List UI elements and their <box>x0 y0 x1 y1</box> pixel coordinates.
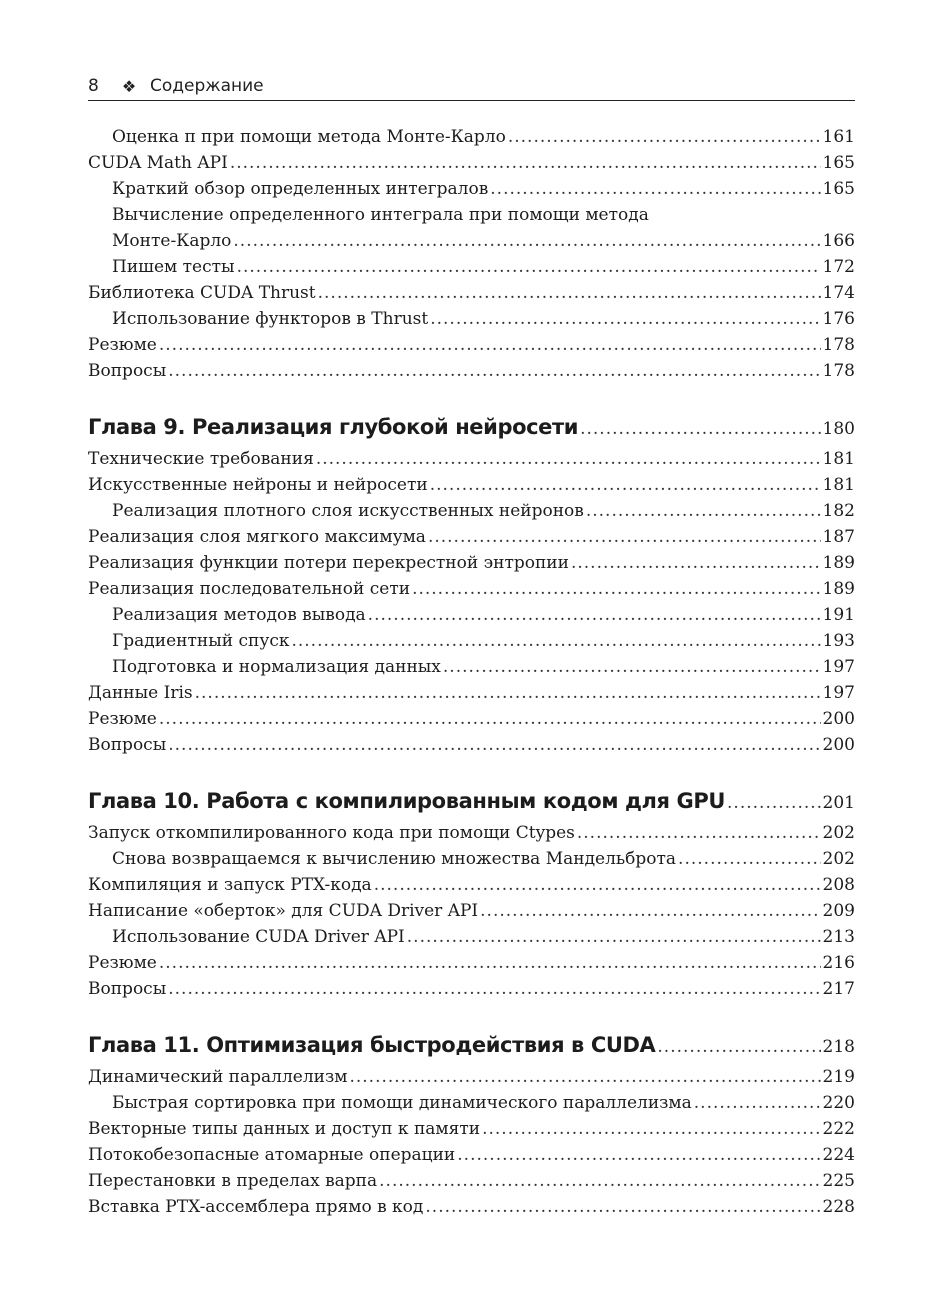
toc-entry <box>88 498 855 524</box>
toc-entry-title: Градиентный спуск <box>112 631 290 651</box>
toc-entry-title: Реализация методов вывода <box>112 605 366 625</box>
dot-leader <box>349 1064 820 1090</box>
toc-chapter <box>88 786 855 816</box>
toc-page-number: 222 <box>822 1119 855 1139</box>
toc-page-number: 202 <box>822 849 855 869</box>
toc-page-number: 182 <box>822 501 855 521</box>
dot-leader <box>577 820 821 846</box>
toc-entry-title: Резюме <box>88 953 157 973</box>
toc-entry <box>88 472 855 498</box>
toc-page-number: 191 <box>822 605 855 625</box>
toc-entry <box>88 524 855 550</box>
dot-leader <box>407 924 821 950</box>
dot-leader <box>430 306 820 332</box>
toc-page-number: 217 <box>822 979 855 999</box>
toc-entry-title: Технические требования <box>88 449 314 469</box>
dot-leader <box>316 446 821 472</box>
toc-page-number: 216 <box>822 953 855 973</box>
toc-entry <box>88 124 855 150</box>
ornament-icon: ❖ <box>121 76 137 96</box>
toc-entry-title: Подготовка и нормализация данных <box>112 657 441 677</box>
dot-leader <box>291 628 820 654</box>
toc-entry <box>88 1194 855 1220</box>
toc-entry-title: Краткий обзор определенных интегралов <box>112 179 489 199</box>
toc-entry <box>88 976 855 1002</box>
toc-page-number: 187 <box>822 527 855 547</box>
dot-leader <box>678 846 821 872</box>
dot-leader <box>379 1168 820 1194</box>
toc-page-number: 218 <box>822 1037 855 1057</box>
dot-leader <box>694 1090 821 1116</box>
toc-chapter-title: Глава 10. Работа с компилированным кодом для GPU <box>88 789 726 813</box>
toc-entry-title: Реализация плотного слоя искусственных нейронов <box>112 501 584 521</box>
toc-entry <box>88 332 855 358</box>
toc-entry-title: Потокобезопасные атомарные операции <box>88 1145 456 1165</box>
toc-entry <box>88 576 855 602</box>
toc-entry <box>88 706 855 732</box>
toc-chapter <box>88 1030 855 1060</box>
toc-entry-title: Данные Iris <box>88 683 193 703</box>
toc-entry <box>88 898 855 924</box>
toc-entry-title: Вопросы <box>88 979 167 999</box>
toc-page-number: 178 <box>822 335 855 355</box>
toc-entry-title: Библиотека CUDA Thrust <box>88 283 316 303</box>
dot-leader <box>168 358 820 384</box>
toc-page-number: 176 <box>822 309 855 329</box>
toc-entry-title: Использование CUDA Driver API <box>112 927 405 947</box>
toc-entry <box>88 820 855 846</box>
toc-page-number: 201 <box>822 793 855 813</box>
toc-entry <box>88 254 855 280</box>
toc-entry <box>88 872 855 898</box>
dot-leader <box>159 706 821 732</box>
toc-entry <box>88 280 855 306</box>
toc-page-number: 181 <box>822 449 855 469</box>
dot-leader <box>586 498 821 524</box>
dot-leader <box>159 950 821 976</box>
toc-entry-title: Вставка PTX-ассемблера прямо в код <box>88 1197 424 1217</box>
toc-entry-title: Быстрая сортировка при помощи динамического параллелизма <box>112 1093 692 1113</box>
toc-chapter <box>88 412 855 442</box>
toc-entry-title: Реализация функции потери перекрестной энтропии <box>88 553 569 573</box>
toc-entry-title: Вопросы <box>88 361 167 381</box>
toc-entry-title: Перестановки в пределах варпа <box>88 1171 378 1191</box>
toc-page-number: 165 <box>822 179 855 199</box>
toc-entry <box>88 1142 855 1168</box>
toc-page-number: 208 <box>822 875 855 895</box>
toc-entry <box>88 680 855 706</box>
dot-leader <box>490 176 820 202</box>
dot-leader <box>195 680 821 706</box>
header-title: Содержание <box>150 76 264 96</box>
toc-entry <box>88 732 855 758</box>
toc-entry <box>88 446 855 472</box>
toc-page-number: 174 <box>822 283 855 303</box>
toc-page-number: 200 <box>822 735 855 755</box>
table-of-contents <box>88 124 855 1220</box>
toc-entry-title: Векторные типы данных и доступ к памяти <box>88 1119 481 1139</box>
toc-entry-title: Пишем тесты <box>112 257 235 277</box>
toc-entry-title: Динамический параллелизм <box>88 1067 348 1087</box>
dot-leader <box>482 1116 820 1142</box>
dot-leader <box>230 150 821 176</box>
toc-entry <box>88 602 855 628</box>
toc-page-number: 220 <box>822 1093 855 1113</box>
toc-page-number: 172 <box>822 257 855 277</box>
toc-entry-title: Искусственные нейроны и нейросети <box>88 475 428 495</box>
dot-leader <box>168 732 820 758</box>
dot-leader <box>412 576 820 602</box>
toc-entry <box>88 550 855 576</box>
toc-entry-title: Реализация последовательной сети <box>88 579 411 599</box>
toc-chapter-title: Глава 11. Оптимизация быстродействия в CUDA <box>88 1033 656 1057</box>
toc-entry <box>88 358 855 384</box>
toc-entry <box>88 150 855 176</box>
toc-page-number: 200 <box>822 709 855 729</box>
toc-entry-title: Вопросы <box>88 735 167 755</box>
toc-entry <box>88 228 855 254</box>
running-header <box>88 72 855 101</box>
toc-page-number: 228 <box>822 1197 855 1217</box>
dot-leader <box>657 1032 820 1062</box>
page-number: 8 <box>88 76 99 96</box>
dot-leader <box>457 1142 820 1168</box>
toc-entry-title: Оценка π при помощи метода Монте-Карло <box>112 127 506 147</box>
toc-page-number: 180 <box>822 419 855 439</box>
toc-page-number: 197 <box>822 657 855 677</box>
dot-leader <box>580 414 820 444</box>
dot-leader <box>425 1194 820 1220</box>
dot-leader <box>237 254 821 280</box>
toc-entry <box>88 1168 855 1194</box>
dot-leader <box>428 524 821 550</box>
dot-leader <box>727 788 821 818</box>
toc-page-number: 189 <box>822 553 855 573</box>
toc-page-number: 181 <box>822 475 855 495</box>
toc-page-number: 193 <box>822 631 855 651</box>
toc-entry-title: Монте-Карло <box>112 231 232 251</box>
toc-entry <box>88 1090 855 1116</box>
toc-page-number: 197 <box>822 683 855 703</box>
toc-entry-title: CUDA Math API <box>88 153 228 173</box>
toc-page-number: 161 <box>822 127 855 147</box>
dot-leader <box>508 124 821 150</box>
toc-entry-title: Компиляция и запуск PTX-кода <box>88 875 372 895</box>
toc-entry <box>88 628 855 654</box>
toc-entry-title: Написание «оберток» для CUDA Driver API <box>88 901 479 921</box>
toc-page-number: 213 <box>822 927 855 947</box>
toc-entry <box>88 950 855 976</box>
dot-leader <box>443 654 821 680</box>
toc-entry-title: Резюме <box>88 709 157 729</box>
dot-leader <box>168 976 820 1002</box>
toc-entry <box>88 176 855 202</box>
toc-entry <box>88 924 855 950</box>
toc-entry <box>88 306 855 332</box>
dot-leader <box>159 332 821 358</box>
dot-leader <box>368 602 821 628</box>
toc-entry-title: Запуск откомпилированного кода при помощи Ctypes <box>88 823 575 843</box>
toc-page-number: 178 <box>822 361 855 381</box>
toc-entry-title: Вычисление определенного интеграла при помощи метода <box>112 205 649 225</box>
toc-chapter-title: Глава 9. Реализация глубокой нейросети <box>88 415 579 439</box>
toc-page-number: 209 <box>822 901 855 921</box>
dot-leader <box>233 228 820 254</box>
toc-page-number: 224 <box>822 1145 855 1165</box>
toc-page-number: 166 <box>822 231 855 251</box>
toc-page-number: 165 <box>822 153 855 173</box>
toc-entry <box>88 1064 855 1090</box>
toc-entry-title: Снова возвращаемся к вычислению множества Мандельброта <box>112 849 677 869</box>
dot-leader <box>480 898 820 924</box>
toc-page-number: 225 <box>822 1171 855 1191</box>
toc-entry-title: Резюме <box>88 335 157 355</box>
toc-entry <box>88 1116 855 1142</box>
toc-entry <box>88 654 855 680</box>
toc-page-number: 219 <box>822 1067 855 1087</box>
dot-leader <box>374 872 821 898</box>
toc-page-number: 189 <box>822 579 855 599</box>
toc-entry-wrap-line <box>88 202 855 228</box>
toc-page-number: 202 <box>822 823 855 843</box>
toc-entry-title: Реализация слоя мягкого максимума <box>88 527 426 547</box>
toc-entry <box>88 846 855 872</box>
dot-leader <box>571 550 821 576</box>
toc-entry-title: Использование функторов в Thrust <box>112 309 429 329</box>
dot-leader <box>430 472 821 498</box>
dot-leader <box>318 280 821 306</box>
